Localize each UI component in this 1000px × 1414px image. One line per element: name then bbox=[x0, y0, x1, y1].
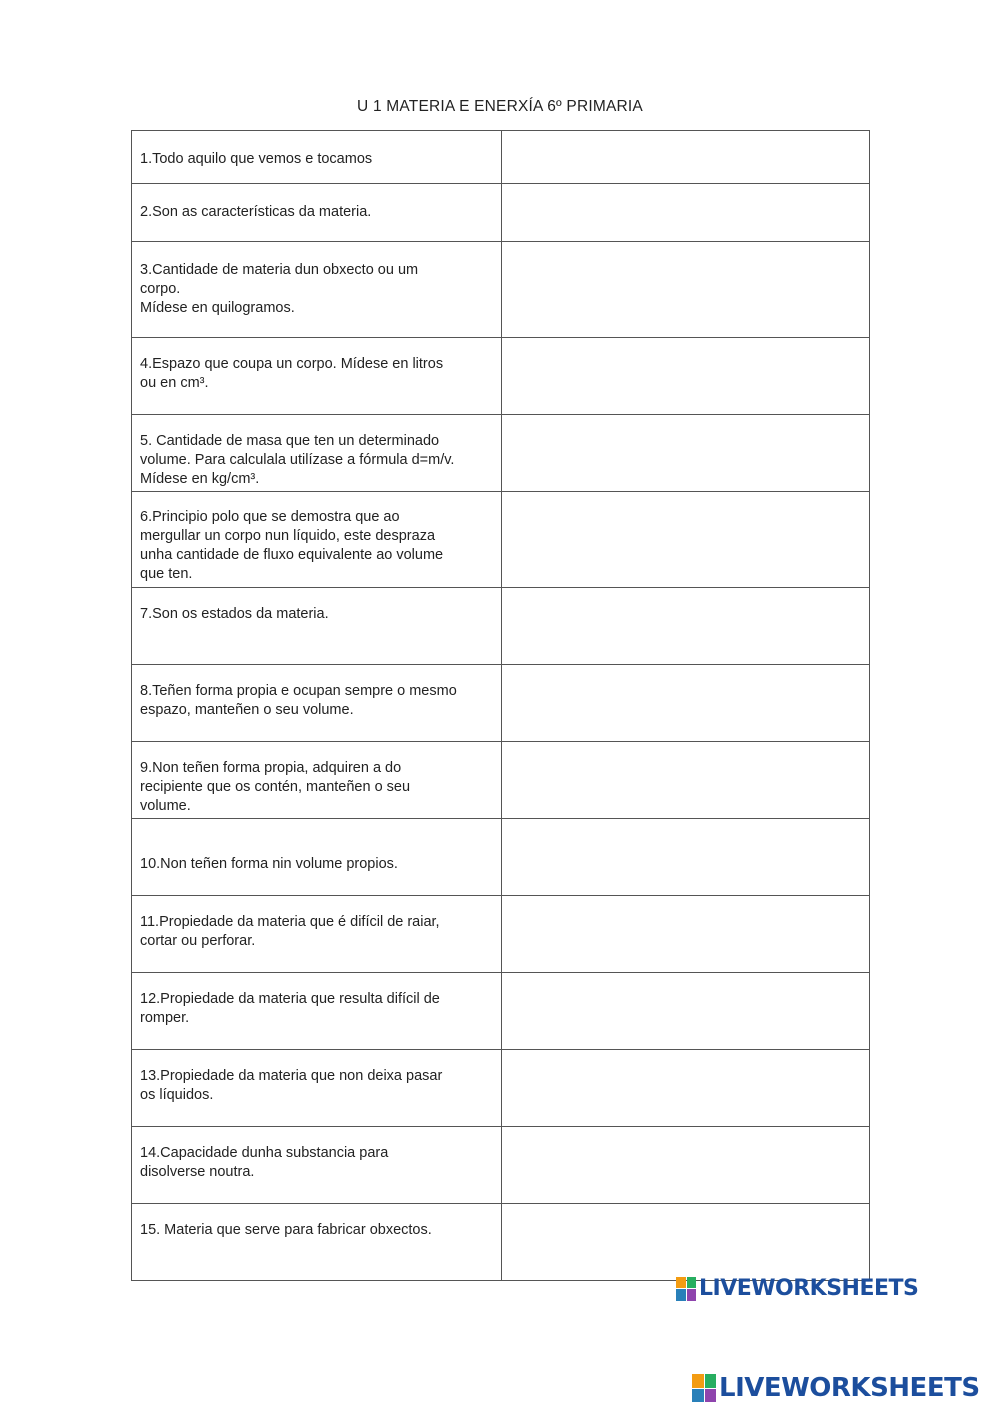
answer-input[interactable] bbox=[502, 131, 869, 183]
question-text-line: 5. Cantidade de masa que ten un determinado bbox=[140, 433, 440, 449]
answer-input[interactable] bbox=[502, 819, 869, 895]
worksheet-title: U 1 MATERIA E ENERXÍA 6º PRIMARIA bbox=[357, 98, 643, 115]
question-text-line: cortar ou perforar. bbox=[140, 933, 256, 949]
table-row bbox=[132, 1204, 870, 1281]
question-text-line: 2.Son as características da materia. bbox=[140, 204, 372, 220]
answer-cell[interactable] bbox=[502, 1127, 870, 1204]
question-text-line: mergullar un corpo nun líquido, este despraza bbox=[140, 528, 436, 544]
logo-text: LIVEWORKSHEETS bbox=[699, 1276, 919, 1301]
table-row bbox=[132, 338, 870, 415]
answer-input[interactable] bbox=[502, 338, 869, 414]
question-text-line: ou en cm³. bbox=[140, 375, 209, 391]
question-text-line: 3.Cantidade de materia dun obxecto ou um bbox=[140, 262, 419, 278]
answer-input[interactable] bbox=[502, 896, 869, 972]
question-cell bbox=[132, 896, 502, 973]
answer-cell[interactable] bbox=[502, 184, 870, 242]
question-text-line: 8.Teñen forma propia e ocupan sempre o mesmo bbox=[140, 683, 457, 699]
logo-mark-icon bbox=[676, 1277, 696, 1301]
answer-input[interactable] bbox=[502, 1127, 869, 1203]
question-text-line: 12.Propiedade da materia que resulta difícil de bbox=[140, 991, 440, 1007]
answer-cell[interactable] bbox=[502, 492, 870, 588]
question-text-line: Mídese en quilogramos. bbox=[140, 300, 295, 316]
table-row bbox=[132, 1050, 870, 1127]
question-text-line: que ten. bbox=[140, 566, 193, 582]
question-cell bbox=[132, 242, 502, 338]
table-row bbox=[132, 131, 870, 184]
question-cell bbox=[132, 742, 502, 819]
answer-input[interactable] bbox=[502, 1050, 869, 1126]
question-table bbox=[131, 130, 870, 1281]
answer-input[interactable] bbox=[502, 1204, 869, 1280]
answer-cell[interactable] bbox=[502, 1204, 870, 1281]
question-cell bbox=[132, 1050, 502, 1127]
table-row bbox=[132, 184, 870, 242]
table-row bbox=[132, 1127, 870, 1204]
answer-cell[interactable] bbox=[502, 415, 870, 492]
answer-cell[interactable] bbox=[502, 665, 870, 742]
question-text-line: recipiente que os contén, manteñen o seu bbox=[140, 779, 411, 795]
question-text-line: 4.Espazo que coupa un corpo. Mídese en litros bbox=[140, 356, 444, 372]
question-text-line: 14.Capacidade dunha substancia para bbox=[140, 1145, 389, 1161]
question-cell bbox=[132, 415, 502, 492]
question-cell bbox=[132, 131, 502, 184]
answer-input[interactable] bbox=[502, 415, 869, 491]
question-cell bbox=[132, 492, 502, 588]
question-cell bbox=[132, 1127, 502, 1204]
question-cell bbox=[132, 338, 502, 415]
question-cell bbox=[132, 973, 502, 1050]
answer-cell[interactable] bbox=[502, 896, 870, 973]
answer-cell[interactable] bbox=[502, 973, 870, 1050]
answer-cell[interactable] bbox=[502, 338, 870, 415]
question-text-line: 6.Principio polo que se demostra que ao bbox=[140, 509, 400, 525]
question-text-line: volume. bbox=[140, 798, 191, 814]
liveworksheets-logo bbox=[676, 1276, 918, 1301]
table-row bbox=[132, 896, 870, 973]
question-cell bbox=[132, 184, 502, 242]
logo-mark-icon bbox=[692, 1374, 716, 1402]
table-row bbox=[132, 242, 870, 338]
answer-input[interactable] bbox=[502, 665, 869, 741]
question-cell bbox=[132, 588, 502, 665]
table-row bbox=[132, 588, 870, 665]
question-text-line: 13.Propiedade da materia que non deixa pasar bbox=[140, 1068, 443, 1084]
liveworksheets-logo-footer bbox=[692, 1373, 980, 1403]
answer-input[interactable] bbox=[502, 742, 869, 818]
question-cell bbox=[132, 1204, 502, 1281]
question-text-line: 7.Son os estados da materia. bbox=[140, 606, 329, 622]
table-row bbox=[132, 973, 870, 1050]
table-row bbox=[132, 492, 870, 588]
table-row bbox=[132, 415, 870, 492]
answer-input[interactable] bbox=[502, 242, 869, 337]
table-row bbox=[132, 742, 870, 819]
question-text-line: 9.Non teñen forma propia, adquiren a do bbox=[140, 760, 402, 776]
answer-cell[interactable] bbox=[502, 242, 870, 338]
question-cell bbox=[132, 819, 502, 896]
question-text-line: espazo, manteñen o seu volume. bbox=[140, 702, 354, 718]
answer-cell[interactable] bbox=[502, 1050, 870, 1127]
question-text-line: corpo. bbox=[140, 281, 181, 297]
question-cell bbox=[132, 665, 502, 742]
question-text-line: 1.Todo aquilo que vemos e tocamos bbox=[140, 151, 373, 167]
question-text-line: 11.Propiedade da materia que é difícil de raiar, bbox=[140, 914, 440, 930]
answer-input[interactable] bbox=[502, 973, 869, 1049]
question-text-line: 15. Materia que serve para fabricar obxectos. bbox=[140, 1222, 432, 1238]
answer-cell[interactable] bbox=[502, 819, 870, 896]
answer-input[interactable] bbox=[502, 492, 869, 587]
answer-cell[interactable] bbox=[502, 588, 870, 665]
answer-input[interactable] bbox=[502, 588, 869, 664]
question-text-line: disolverse noutra. bbox=[140, 1164, 255, 1180]
logo-text: LIVEWORKSHEETS bbox=[719, 1373, 980, 1403]
answer-input[interactable] bbox=[502, 184, 869, 241]
question-text-line: volume. Para calculala utilízase a fórmula d=m/v. bbox=[140, 452, 455, 468]
question-text-line: 10.Non teñen forma nin volume propios. bbox=[140, 856, 398, 872]
table-row bbox=[132, 819, 870, 896]
question-text-line: Mídese en kg/cm³. bbox=[140, 471, 260, 487]
question-text-line: unha cantidade de fluxo equivalente ao volume bbox=[140, 547, 444, 563]
question-text-line: os líquidos. bbox=[140, 1087, 214, 1103]
question-text-line: romper. bbox=[140, 1010, 190, 1026]
answer-cell[interactable] bbox=[502, 131, 870, 184]
table-row bbox=[132, 665, 870, 742]
answer-cell[interactable] bbox=[502, 742, 870, 819]
